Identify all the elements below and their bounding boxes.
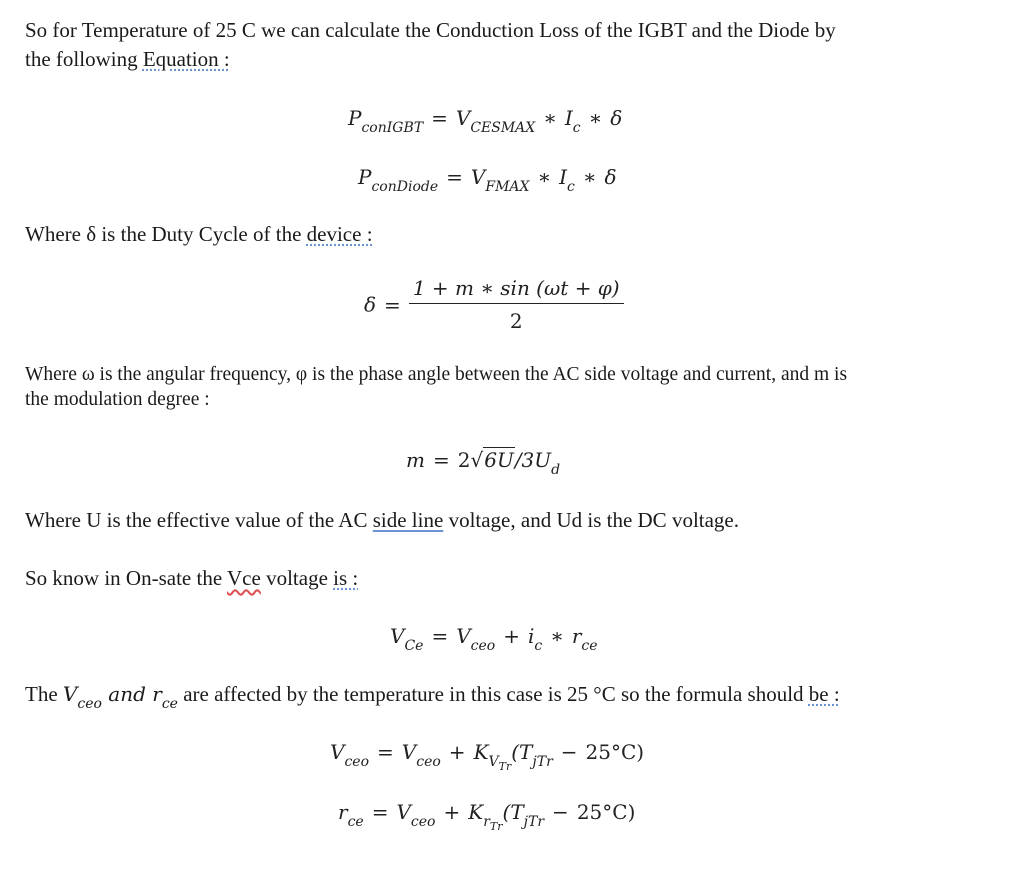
effective-value-paragraph	[25, 506, 985, 535]
eq7-k: K	[468, 800, 484, 824]
eq6-t-sub: jTr	[532, 754, 553, 770]
equation-diode-conduction-loss	[0, 165, 1024, 205]
eq5-v2: V	[456, 624, 471, 648]
eq6-open: (T	[511, 740, 533, 764]
eq4-sqrt	[470, 448, 514, 472]
omega-line-2: the modulation degree :	[25, 389, 210, 410]
side-line-word: side line	[372, 508, 444, 532]
inline-and: and	[101, 682, 153, 706]
eq6-k-subsub: Tr	[498, 760, 512, 773]
eq1-v-sub: CESMAX	[470, 120, 536, 136]
omega-line-1: Where ω is the angular frequency, φ is the phase angle between the AC side voltage and current, and m is	[25, 364, 848, 385]
eq2-i: I	[559, 165, 567, 189]
vce-text-a: So know in On-sate the	[25, 566, 228, 590]
eq5-equals: =	[431, 624, 449, 648]
eq3-fraction	[409, 276, 624, 333]
eq5-v: V	[390, 624, 405, 648]
eq4-sub-d: d	[551, 462, 561, 478]
eq5-r-sub: ce	[581, 638, 598, 654]
eq6-equals: =	[377, 740, 394, 764]
inline-r: r	[152, 682, 162, 706]
eq1-star-1: ∗	[543, 106, 557, 130]
eq1-i: I	[564, 106, 573, 130]
on-state-paragraph	[25, 564, 985, 593]
inline-r-sub: ce	[161, 696, 178, 712]
inline-v-sub: ceo	[77, 696, 102, 712]
u-text-c: voltage, and Ud is the DC voltage.	[443, 508, 740, 532]
u-text-a: Where U is the effective value of the AC	[25, 508, 373, 532]
eq4-equals: =	[432, 448, 450, 472]
equation-rce-temperature	[0, 800, 1024, 840]
eq7-k-sub: r	[483, 814, 490, 830]
intro-line-2: the following	[25, 47, 143, 71]
eq4-root-sign: √	[470, 448, 484, 472]
eq1-p-sub: conIGBT	[361, 120, 424, 136]
eq7-t-sub: jTr	[523, 814, 545, 830]
eq2-star-2: ∗	[582, 165, 597, 189]
eq6-v: V	[330, 740, 345, 764]
inline-v: V	[62, 682, 78, 706]
eq6-v2: V	[401, 740, 417, 764]
eq5-i: i	[528, 624, 535, 648]
temp-text-a: The	[25, 682, 63, 706]
eq1-delta: δ	[610, 106, 623, 130]
eq6-minus: −	[560, 740, 578, 764]
equation-vceo-temperature	[0, 740, 1024, 780]
eq3-denominator: 2	[509, 309, 523, 333]
eq2-star-1: ∗	[537, 165, 552, 189]
eq3-equals: =	[384, 292, 401, 317]
eq1-p: P	[348, 106, 362, 130]
eq7-r-sub: ce	[347, 814, 364, 830]
eq3-delta: δ	[364, 292, 377, 317]
eq5-plus: +	[503, 624, 520, 648]
eq5-i-sub: c	[534, 638, 543, 654]
vce-text-c: voltage	[260, 566, 334, 590]
eq5-v2-sub: ceo	[470, 638, 496, 654]
eq6-v-sub: ceo	[344, 754, 370, 770]
eq2-equals: =	[446, 165, 463, 189]
intro-paragraph	[25, 16, 985, 74]
eq6-v2-sub: ceo	[416, 754, 441, 770]
eq5-star: ∗	[550, 624, 564, 648]
equation-vce	[0, 624, 1024, 664]
eq2-v-sub: FMAX	[485, 179, 530, 195]
eq2-delta: δ	[604, 165, 617, 189]
eq6-k-sub: V	[488, 754, 499, 770]
intro-line-1: So for Temperature of 25 C we can calculate the Conduction Loss of the IGBT and the Diode by	[25, 18, 836, 42]
device-word: device :	[306, 222, 373, 246]
eq7-r: r	[338, 800, 348, 824]
equation-duty-cycle	[0, 276, 1024, 336]
eq7-equals: =	[371, 800, 389, 824]
eq7-v2-sub: ceo	[410, 814, 436, 830]
eq6-plus: +	[448, 740, 466, 764]
duty-cycle-paragraph	[25, 220, 985, 249]
be-word: be :	[808, 682, 840, 706]
eq1-i-sub: c	[572, 120, 581, 136]
eq2-p: P	[358, 165, 372, 189]
equation-modulation-degree	[0, 448, 1024, 488]
equation-igbt-conduction-loss	[0, 106, 1024, 146]
eq5-r: r	[571, 624, 582, 648]
angular-frequency-paragraph	[25, 362, 985, 412]
eq6-k: K	[473, 740, 489, 764]
eq6-tail: 25°C)	[585, 740, 645, 764]
eq7-minus: −	[552, 800, 569, 824]
eq7-k-subsub: Tr	[489, 820, 503, 833]
temp-text-b: are affected by the temperature in this case is 25 °C so the formula should	[177, 682, 809, 706]
eq2-p-sub: conDiode	[371, 179, 439, 195]
eq4-radicand: 6U	[484, 448, 514, 472]
eq1-equals: =	[431, 106, 448, 130]
eq2-v: V	[470, 165, 486, 189]
is-word: is :	[333, 566, 359, 590]
eq5-v-sub: Ce	[404, 638, 424, 654]
eq4-two: 2	[457, 448, 471, 472]
eq4-rest: /3U	[514, 448, 552, 472]
eq3-numerator: 1 + m ∗ sin (ωt + φ)	[409, 276, 624, 304]
vce-word: Vce	[227, 566, 261, 590]
eq1-v: V	[455, 106, 471, 130]
eq1-star-2: ∗	[588, 106, 603, 130]
eq7-open: (T	[502, 800, 524, 824]
eq2-i-sub: c	[567, 179, 575, 195]
duty-text: Where δ is the Duty Cycle of the	[25, 222, 307, 246]
eq7-tail: 25°C)	[576, 800, 636, 824]
temperature-paragraph	[25, 680, 985, 712]
eq4-m: m	[406, 448, 425, 472]
eq7-plus: +	[443, 800, 461, 824]
equation-link-text: Equation :	[142, 47, 230, 71]
eq7-v2: V	[396, 800, 411, 824]
